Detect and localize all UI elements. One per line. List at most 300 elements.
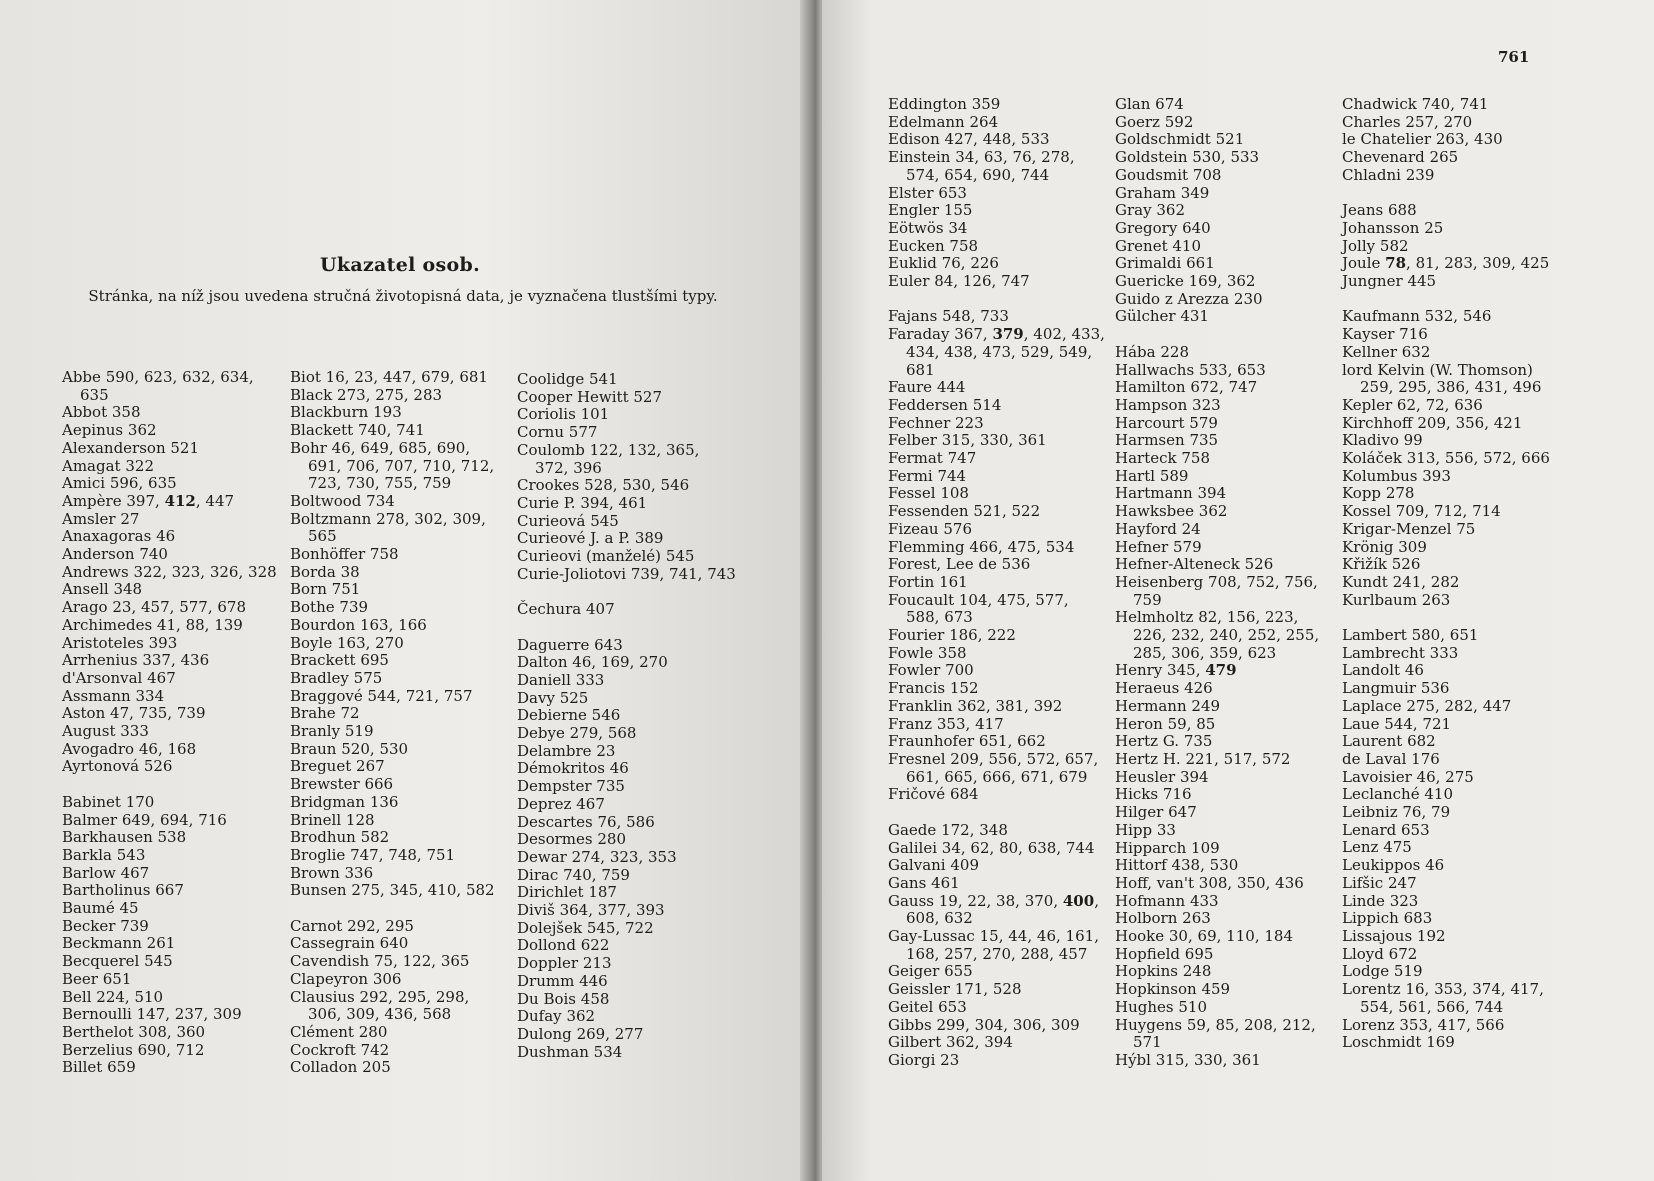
entry-name: Grimaldi	[1115, 254, 1182, 273]
page-reference: 22	[967, 891, 987, 910]
index-entry	[888, 875, 1106, 893]
index-entry: Braun 520, 530	[290, 739, 409, 758]
page-reference: 458	[580, 989, 610, 1008]
index-entry	[62, 635, 280, 653]
index-entry: Blackett 740, 741	[290, 421, 425, 440]
index-entry	[62, 458, 280, 476]
entry-name: Lenard	[1342, 820, 1397, 839]
index-entry: Berzelius 690, 712	[62, 1040, 205, 1059]
entry-name: Heisenberg	[1115, 572, 1204, 591]
page-reference: 59	[1186, 1015, 1206, 1034]
index-group	[1342, 627, 1560, 1052]
index-entry	[1342, 928, 1560, 946]
page-reference: 261	[146, 934, 176, 953]
entry-name: Dirac	[517, 865, 559, 884]
entry-name: Hipparch	[1115, 838, 1187, 857]
page-reference: 288	[1020, 944, 1050, 963]
page-reference: 545	[665, 547, 695, 566]
page-reference: 545	[590, 511, 619, 530]
index-entry: Bunsen 275, 345, 410, 582	[290, 881, 495, 900]
page-reference: 263	[1182, 909, 1211, 928]
index-entry	[1115, 733, 1333, 751]
entry-name: Jungner	[1342, 272, 1403, 291]
page-reference: 739	[630, 564, 660, 583]
index-group	[62, 794, 280, 1077]
page-reference: 304	[974, 1015, 1004, 1034]
entry-name: Guericke	[1115, 272, 1184, 291]
page-reference: 530	[1209, 856, 1239, 875]
page-reference: 517	[1223, 750, 1253, 768]
index-entry: Franklin 362, 381, 392	[888, 696, 1063, 715]
page-reference: 59	[1167, 714, 1187, 733]
entry-name: Hayford	[1115, 519, 1177, 538]
entry-name: Geissler	[888, 980, 950, 999]
index-entry	[888, 786, 1106, 804]
left-page	[0, 0, 810, 1181]
page-reference: 635	[80, 385, 109, 404]
index-entry	[290, 404, 504, 422]
page-reference: 735	[1189, 431, 1219, 450]
entry-name: Dirichlet	[517, 883, 584, 902]
entry-name: Heraeus	[1115, 679, 1180, 698]
page-reference: 155	[943, 201, 973, 220]
page-reference: 659	[107, 1058, 136, 1077]
page-reference: 721	[1422, 714, 1452, 733]
index-entry: Fraunhofer 651, 662	[888, 732, 1046, 751]
page-reference: 168	[906, 944, 935, 963]
index-entry	[517, 973, 737, 991]
entry-name: Hicks	[1115, 785, 1159, 804]
index-group	[517, 601, 737, 619]
page-reference: 730	[346, 474, 375, 493]
page-reference: 758	[369, 545, 399, 564]
entry-name: Goudsmit	[1115, 165, 1189, 184]
page-reference: 710	[422, 456, 452, 475]
entry-name: Clapeyron	[290, 969, 369, 988]
index-entry	[290, 670, 504, 688]
entry-name: Cornu	[517, 423, 564, 442]
index-entry: Fajans 548, 733	[888, 307, 1009, 326]
entry-name: Brahe	[290, 704, 336, 723]
page-reference: 533	[1198, 360, 1228, 379]
page-reference: 722	[625, 918, 654, 937]
page-reference: 467	[147, 668, 176, 687]
page-reference: 270	[375, 633, 404, 652]
page-reference: 751	[331, 580, 361, 599]
entry-name: Galilei	[888, 838, 937, 857]
page-reference: 330	[979, 431, 1009, 450]
page-reference: 370	[1024, 891, 1054, 910]
index-entry	[517, 937, 737, 955]
entry-name: Faure	[888, 378, 933, 397]
index-entry	[517, 1008, 737, 1026]
page-reference: 436	[1275, 873, 1304, 892]
page-reference: 278	[376, 509, 405, 528]
entry-name: Laurent	[1342, 732, 1403, 751]
page-reference: 16	[325, 368, 345, 386]
page-reference: 394	[580, 493, 609, 512]
page-reference: 277	[614, 1024, 644, 1043]
page-reference: 193	[373, 403, 402, 422]
page-reference: 379	[992, 325, 1024, 344]
page-reference: 521	[973, 502, 1002, 521]
entry-name: Edison	[888, 130, 940, 149]
entry-name: Ayrtonová	[62, 757, 140, 776]
index-entry	[888, 96, 1106, 114]
index-entry	[290, 776, 504, 794]
entry-name: Laplace	[1342, 696, 1402, 715]
page-reference: 132	[627, 440, 657, 459]
page-reference: 275	[1445, 767, 1474, 786]
page-reference: 430	[1474, 130, 1503, 149]
page-reference: 285	[1133, 643, 1162, 662]
index-entry	[62, 440, 280, 458]
page-reference: 700	[945, 661, 974, 680]
entry-name: Colladon	[290, 1058, 358, 1077]
entry-name: Feddersen	[888, 395, 968, 414]
entry-name: Curie-Joliotovi	[517, 564, 627, 583]
page-reference: 751	[426, 845, 456, 864]
page-reference: 467	[576, 794, 605, 813]
index-entry	[62, 758, 280, 776]
page-reference: 623	[143, 368, 173, 386]
page-reference: 436	[384, 1005, 414, 1024]
entry-name: Brewster	[290, 775, 360, 794]
index-entry	[290, 723, 504, 741]
index-entry: Balmer 649, 694, 716	[62, 810, 227, 829]
entry-name: Hittorf	[1115, 856, 1167, 875]
index-entry: Galilei 34, 62, 80, 638, 744	[888, 838, 1095, 857]
index-entry: Bernoulli 147, 237, 309	[62, 1005, 242, 1024]
entry-name: Kepler	[1342, 395, 1393, 414]
index-entry	[1115, 963, 1333, 981]
index-entry	[1115, 96, 1333, 114]
index-entry: Bourdon 163, 166	[290, 615, 427, 634]
page-reference: 46	[572, 653, 592, 672]
page-reference: 110	[1226, 927, 1255, 946]
index-entry: Euler 84, 126, 747	[888, 272, 1030, 291]
index-entry: Dewar 274, 323, 353	[517, 847, 677, 866]
entry-name: Assmann	[62, 686, 131, 705]
page-reference: 589	[1159, 466, 1189, 485]
page-reference: 712	[175, 1040, 205, 1059]
page-reference: 330	[1193, 1050, 1223, 1069]
entry-name: Blackburn	[290, 403, 369, 422]
page-reference: 694	[160, 810, 189, 829]
page-reference: 519	[1393, 962, 1423, 981]
page-reference: 434	[906, 342, 935, 361]
entry-name: Gauss	[888, 891, 934, 910]
page-reference: 577	[1035, 590, 1064, 609]
index-entry	[1342, 344, 1560, 362]
page-reference: 295	[397, 987, 427, 1006]
index-entry	[517, 707, 737, 725]
index-entry: Arago 23, 457, 577, 678	[62, 598, 247, 617]
page-reference: 209	[1417, 413, 1447, 432]
entry-name: Curieovi (manželé)	[517, 547, 662, 566]
page-reference: 15	[979, 927, 999, 946]
entry-name: Gregory	[1115, 218, 1178, 237]
index-entry: Kaufmann 532, 546	[1342, 307, 1492, 326]
page-reference: 530	[622, 476, 651, 495]
page-reference: 152	[949, 679, 979, 698]
entry-name: Gülcher	[1115, 307, 1176, 326]
entry-name: Hofmann	[1115, 891, 1186, 910]
index-entry	[517, 955, 737, 973]
index-entry	[517, 884, 737, 902]
entry-name: Cassegrain	[290, 934, 375, 953]
page-reference: 653	[938, 183, 967, 202]
entry-name: Bunsen	[290, 881, 347, 900]
page-reference: 536	[1001, 555, 1031, 574]
page-reference: 530	[1192, 148, 1221, 167]
page-reference: 549	[1058, 342, 1088, 361]
index-entry: Geissler 171, 528	[888, 980, 1022, 999]
index-entry: Hooke 30, 69, 110, 184	[1115, 927, 1293, 946]
page-reference: 362	[566, 1007, 596, 1026]
index-entry: Lorenz 353, 417, 566	[1342, 1015, 1505, 1034]
page-reference: 410	[1424, 785, 1453, 804]
index-group	[1115, 344, 1333, 1070]
index-entry	[62, 847, 280, 865]
index-entry: Flemming 466, 475, 534	[888, 537, 1075, 556]
page-reference: 292	[359, 987, 389, 1006]
page-reference: 695	[1184, 944, 1214, 963]
page-reference: 259	[1360, 378, 1389, 397]
entry-name: Fričové	[888, 785, 946, 804]
page-reference: 475	[997, 590, 1026, 609]
index-entry: Gaede 172, 348	[888, 820, 1008, 839]
entry-name: Edelmann	[888, 112, 965, 131]
page-reference: 566	[1475, 1015, 1505, 1034]
index-group	[888, 308, 1106, 804]
page-reference: 690	[436, 438, 466, 457]
page-reference: 323	[171, 562, 201, 581]
page-reference: 461	[618, 493, 648, 512]
index-entry	[62, 670, 280, 688]
page-reference: 577	[568, 423, 598, 442]
page-reference: 263	[1421, 590, 1451, 609]
page-reference: 34	[948, 218, 968, 237]
entry-name: Avogadro	[62, 739, 135, 758]
entry-name: Hopfield	[1115, 944, 1180, 963]
entry-name: Diviš	[517, 901, 555, 920]
page-reference: 473	[982, 342, 1012, 361]
page-reference: 170	[125, 792, 155, 811]
index-entry	[888, 415, 1106, 433]
index-entry: Faraday 367, 379, 402, 433, 434, 438, 473, 529, 549, 681	[888, 325, 1105, 379]
page-reference: 274	[571, 847, 601, 866]
index-entry	[1115, 769, 1333, 787]
page-reference: 681	[906, 360, 935, 379]
page-reference: 192	[1416, 927, 1446, 945]
index-entry: Amici 596, 635	[62, 474, 177, 493]
index-column-6	[1342, 96, 1560, 1052]
page-reference: 348	[113, 580, 143, 599]
entry-name: Braggové	[290, 686, 363, 705]
entry-name: Dufay	[517, 1007, 562, 1026]
entry-name: Fajans	[888, 307, 938, 326]
index-entry	[1115, 485, 1333, 503]
page-reference: 667	[155, 881, 184, 900]
index-entry: Lorentz 16, 353, 374, 417, 554, 561, 566, 744	[1342, 980, 1544, 1016]
page-reference: 362	[1156, 201, 1185, 220]
page-reference: 544	[1384, 714, 1413, 733]
index-entry	[1342, 680, 1560, 698]
index-entry	[62, 953, 280, 971]
page-reference: 337	[142, 651, 171, 670]
index-entry	[1342, 1034, 1560, 1052]
page-reference: 541	[589, 370, 618, 388]
entry-name: Hallwachs	[1115, 360, 1195, 379]
entry-name: Andrews	[62, 562, 129, 581]
page-reference: 295	[385, 916, 414, 935]
page-reference: 638	[1027, 838, 1057, 857]
index-column-3	[517, 371, 737, 1061]
entry-name: Ansell	[62, 580, 109, 599]
page-reference: 47	[110, 704, 130, 723]
index-entry	[1115, 255, 1333, 273]
entry-name: Desormes	[517, 830, 593, 849]
page-reference: 577	[179, 598, 208, 617]
page-reference: 248	[1182, 962, 1212, 981]
page-reference: 582	[360, 828, 390, 847]
page-reference: 309	[1482, 254, 1512, 273]
entry-name: Linde	[1342, 891, 1385, 910]
index-group	[1342, 96, 1560, 185]
page-reference: 445	[1407, 272, 1437, 291]
index-entry	[1115, 804, 1333, 822]
index-entry: Hittorf 438, 530	[1115, 856, 1239, 875]
page-reference: 38	[340, 562, 360, 581]
page-reference: 526	[1391, 555, 1421, 574]
index-entry	[517, 796, 737, 814]
index-entry	[62, 918, 280, 936]
page-reference: 572	[1261, 750, 1291, 768]
page-reference: 172	[941, 820, 970, 839]
page-reference: 302	[414, 509, 443, 528]
index-entry	[1342, 946, 1560, 964]
page-reference: 426	[1184, 679, 1213, 698]
index-entry: Gay-Lussac 15, 44, 46, 161, 168, 257, 270, 288, 457	[888, 927, 1099, 963]
entry-name: Curieová	[517, 511, 586, 530]
entry-name: Alexanderson	[62, 438, 166, 457]
entry-name: Grenet	[1115, 236, 1168, 255]
page-reference: 666	[1521, 449, 1550, 468]
index-group	[888, 96, 1106, 291]
page-reference: 393	[635, 901, 665, 920]
index-entry	[517, 831, 737, 849]
entry-name: Démokritos	[517, 759, 605, 778]
page-reference: 350	[1236, 873, 1266, 892]
page-reference: 334	[135, 686, 165, 705]
index-entry: Chadwick 740, 741	[1342, 95, 1489, 113]
index-entry: Boltzmann 278, 302, 309, 565	[290, 509, 486, 546]
page-reference: 122	[589, 440, 619, 459]
entry-name: Bonhöffer	[290, 545, 366, 564]
page-reference: 139	[214, 615, 243, 634]
page-reference: 169	[1426, 1033, 1455, 1052]
index-entry	[62, 581, 280, 599]
entry-name: Becquerel	[62, 952, 140, 971]
page-reference: 448	[982, 130, 1012, 149]
entry-name: Lodge	[1342, 962, 1390, 981]
entry-name: Lissajous	[1342, 927, 1413, 945]
entry-name: Brodhun	[290, 828, 356, 847]
index-entry: Hoff, van't 308, 350, 436	[1115, 873, 1304, 892]
index-entry	[1342, 857, 1560, 875]
page-reference: 716	[198, 810, 227, 829]
page-reference: 315	[1155, 1050, 1185, 1069]
entry-name: Bell	[62, 987, 92, 1006]
index-entry	[1342, 910, 1560, 928]
page-reference: 85	[1196, 714, 1216, 733]
page-reference: 315	[941, 431, 971, 450]
index-entry	[290, 971, 504, 989]
index-entry	[62, 971, 280, 989]
page-reference: 393	[1422, 466, 1451, 485]
page-reference: 708	[1192, 165, 1222, 184]
page-reference: 33	[1156, 820, 1176, 839]
page-reference: 457	[141, 598, 170, 617]
page-reference: 394	[1179, 767, 1209, 786]
entry-name: Hertz G.	[1115, 732, 1180, 751]
entry-name: Hartmann	[1115, 484, 1193, 503]
index-entry	[1342, 556, 1560, 574]
page-reference: 496	[1512, 378, 1542, 397]
page-reference: 532	[1424, 307, 1454, 326]
index-entry: Laue 544, 721	[1342, 714, 1452, 733]
index-entry: Archimedes 41, 88, 139	[62, 615, 243, 634]
entry-name: Lavoisier	[1342, 767, 1412, 786]
entry-name: Amici	[62, 474, 106, 493]
entry-name: Kirchhoff	[1342, 413, 1413, 432]
page-reference: 748	[388, 845, 417, 864]
page-reference: 126	[962, 272, 992, 291]
page-reference: 632	[1401, 342, 1431, 361]
page-reference: 522	[1011, 502, 1041, 521]
entry-name: Clément	[290, 1023, 354, 1041]
index-title: Ukazatel osob.	[320, 254, 480, 276]
entry-name: Helmholtz	[1115, 608, 1194, 627]
page-reference: 548	[942, 307, 971, 326]
page-reference: 275	[1406, 696, 1435, 715]
entry-name: Amsler	[62, 509, 116, 528]
page-reference: 438	[1171, 856, 1201, 875]
index-entry	[517, 371, 737, 389]
index-entry	[1342, 326, 1560, 344]
page-reference: 176	[1411, 749, 1440, 768]
entry-name: Hermann	[1115, 696, 1187, 715]
entry-name: Hipp	[1115, 820, 1153, 839]
page-reference: 397	[126, 491, 156, 510]
index-entry: Coulomb 122, 132, 365, 372, 396	[517, 440, 700, 477]
index-entry	[888, 999, 1106, 1017]
page-reference: 273	[337, 385, 366, 404]
page-reference: 359	[971, 95, 1001, 113]
page-reference: 280	[597, 830, 627, 849]
entry-name: Geiger	[888, 962, 940, 981]
entry-name: Fermi	[888, 466, 933, 485]
index-entry: Koláček 313, 556, 572, 666	[1342, 449, 1550, 468]
page-reference: 525	[559, 688, 589, 707]
index-entry	[888, 662, 1106, 680]
page-reference: 556	[988, 750, 1018, 768]
index-entry	[62, 546, 280, 564]
entry-name: Gay-Lussac	[888, 927, 975, 946]
index-entry	[888, 680, 1106, 698]
entry-name: Billet	[62, 1058, 103, 1077]
